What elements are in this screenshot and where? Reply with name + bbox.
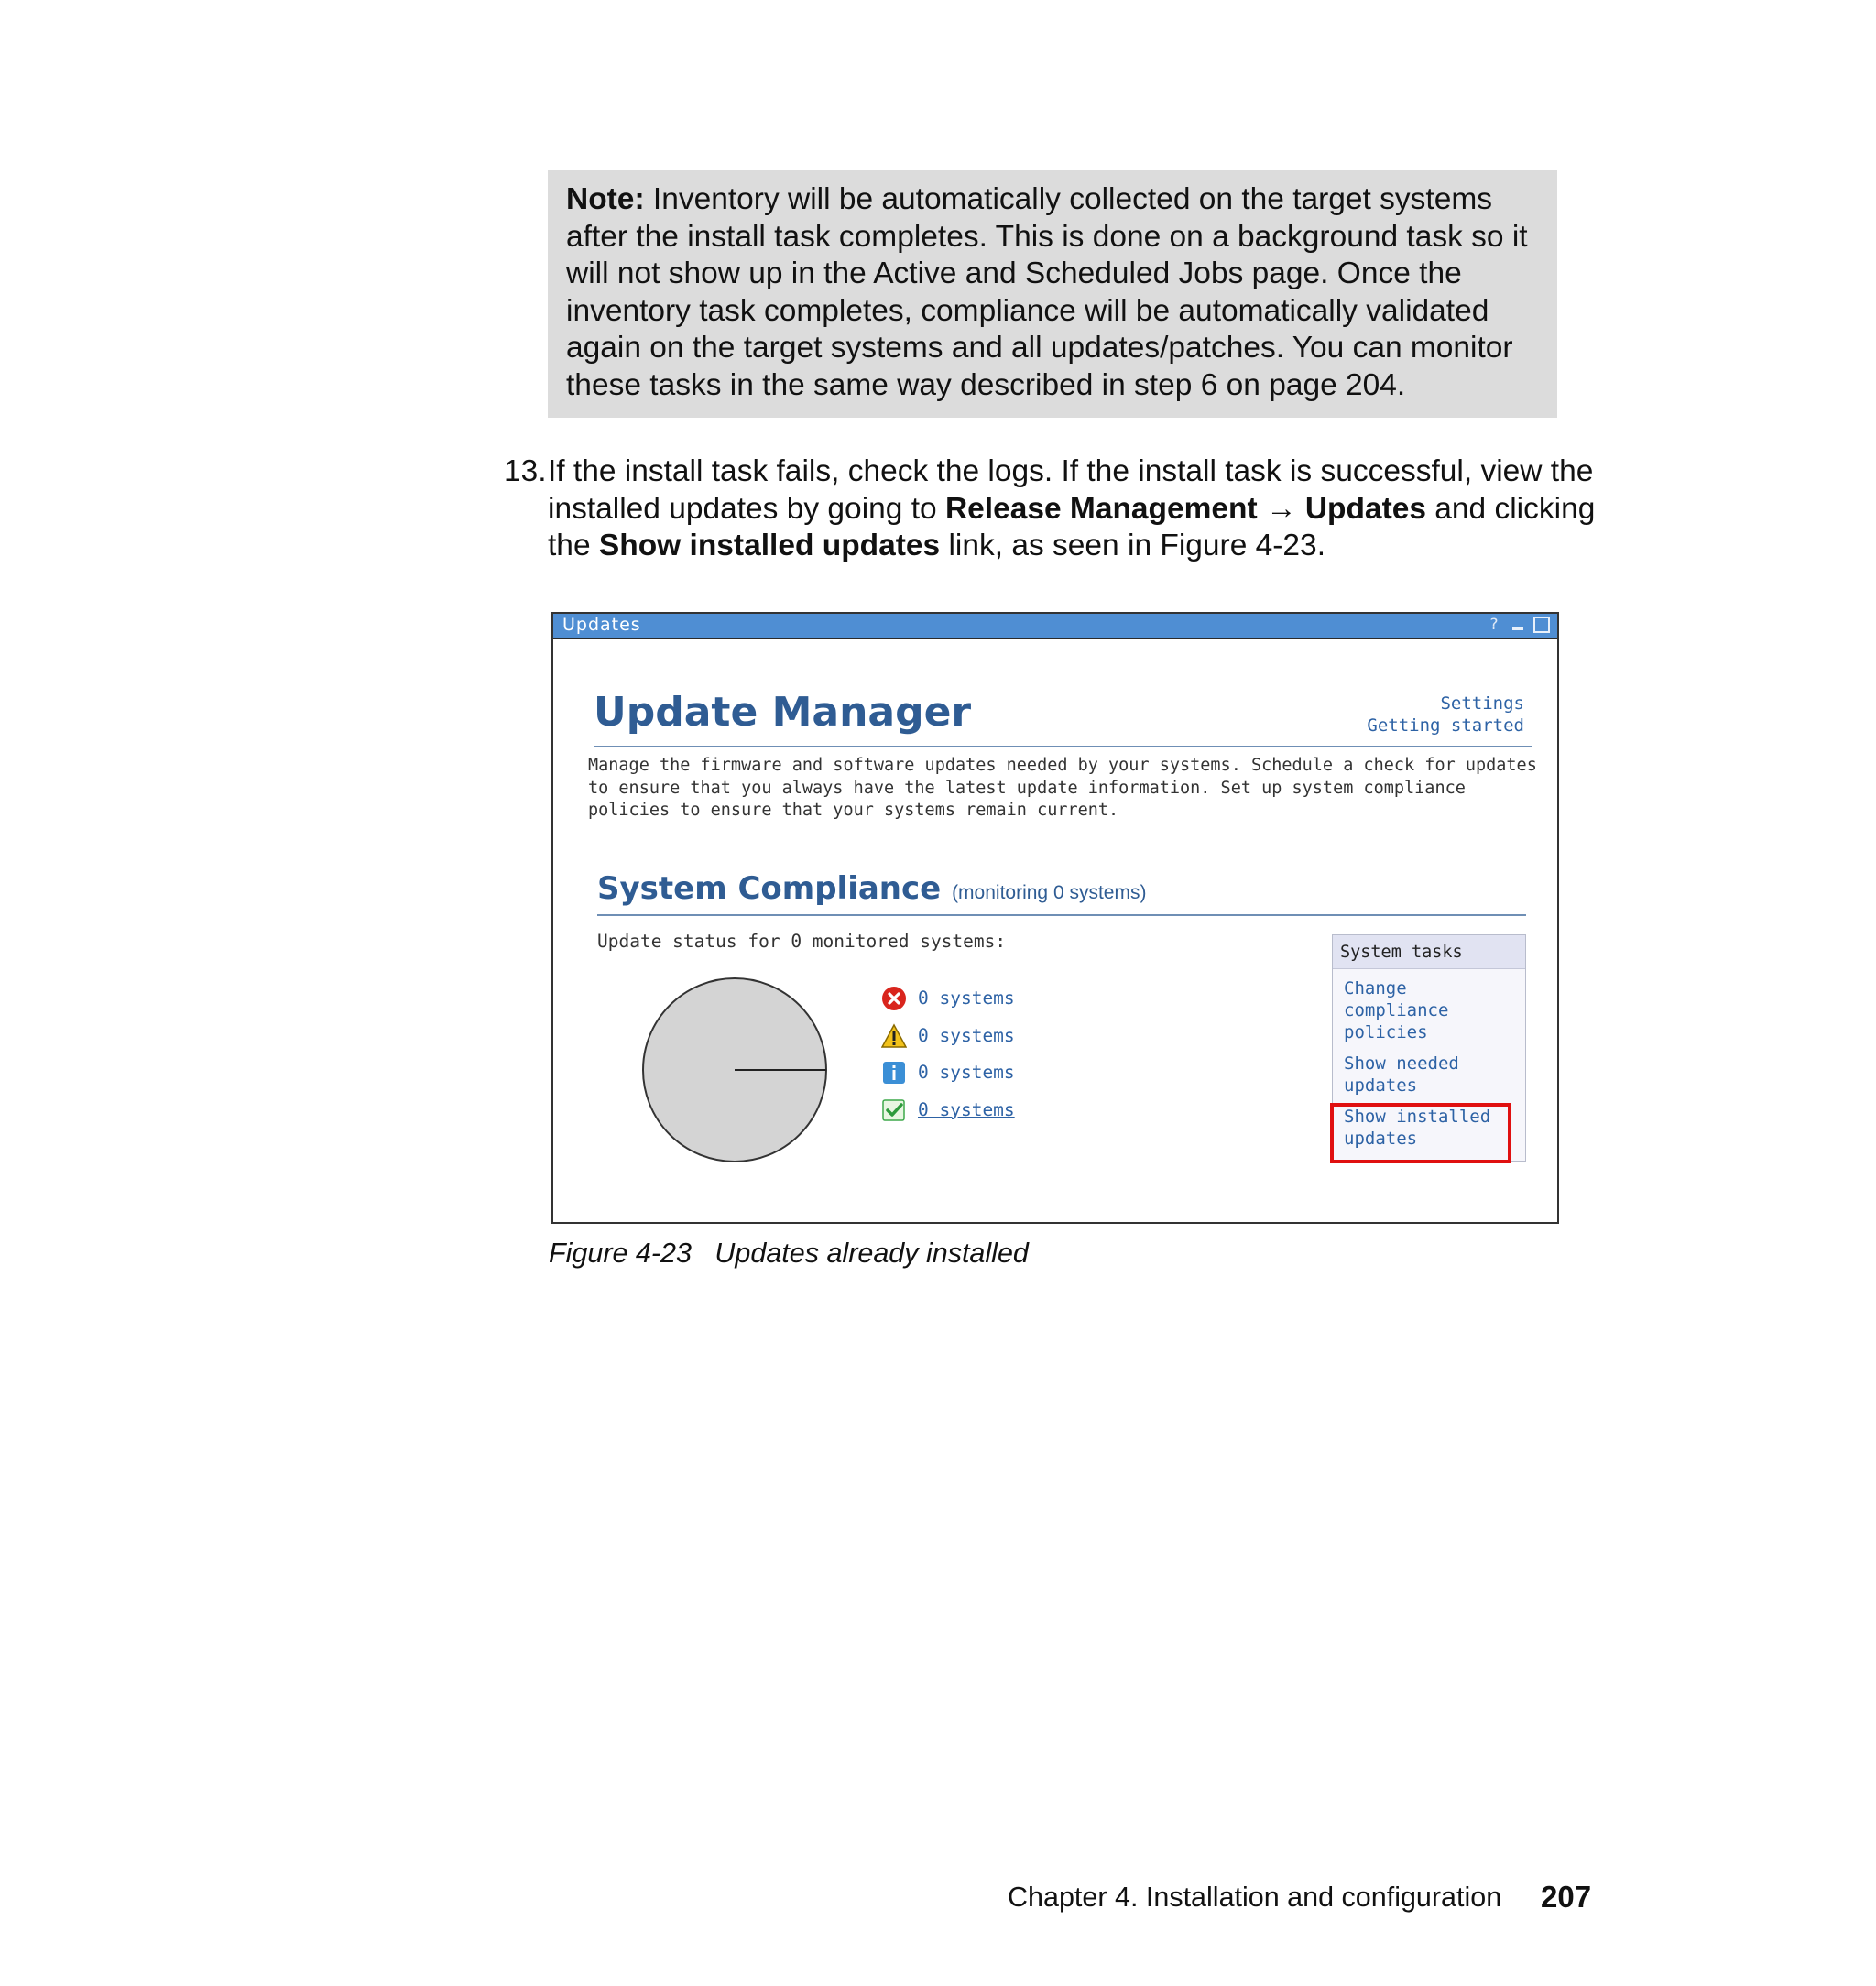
error-systems-link[interactable]: 0 systems xyxy=(918,988,1015,1009)
change-compliance-policies-link[interactable]: Change compliance policies xyxy=(1344,978,1449,1042)
page-number: 207 xyxy=(1541,1880,1592,1914)
getting-started-link[interactable]: Getting started xyxy=(1367,715,1524,736)
error-icon xyxy=(881,986,907,1011)
step-text-2: and clicking the xyxy=(548,491,1596,562)
heading-divider xyxy=(594,746,1532,747)
help-icon[interactable]: ? xyxy=(1489,616,1499,634)
step-arrow: → xyxy=(1257,491,1305,526)
step-bold-show-installed: Show installed updates xyxy=(598,529,941,562)
chapter-footer: Chapter 4. Installation and configuration xyxy=(1008,1882,1502,1913)
update-manager-heading: Update Manager xyxy=(594,689,972,736)
highlight-box xyxy=(1330,1103,1511,1163)
step-bold-release: Release Management xyxy=(944,491,1258,526)
step-bold-updates: Updates xyxy=(1304,491,1426,526)
step-text-1: If the install task fails, check the logs. If the install task is successful, view the installed updates by going to xyxy=(548,454,1594,526)
show-needed-updates-link[interactable]: Show needed updates xyxy=(1344,1053,1459,1096)
maximize-icon[interactable] xyxy=(1533,617,1550,633)
system-compliance-title: System Compliance xyxy=(597,870,942,907)
show-installed-updates-link[interactable]: Show installed updates xyxy=(1344,1107,1491,1149)
minimize-icon[interactable] xyxy=(1510,617,1526,633)
info-systems-link[interactable]: 0 systems xyxy=(918,1062,1015,1083)
system-tasks-header: System tasks xyxy=(1333,935,1525,969)
compliant-systems-link[interactable]: 0 systems xyxy=(918,1098,1015,1120)
note-label: Note: xyxy=(566,182,645,216)
warning-systems-link[interactable]: 0 systems xyxy=(918,1024,1015,1046)
window-titlebar xyxy=(553,614,1557,639)
settings-link[interactable]: Settings xyxy=(1440,693,1524,714)
note-box xyxy=(548,170,1557,418)
step-text xyxy=(548,453,1638,565)
system-compliance-heading xyxy=(597,870,1146,907)
step-text-3: link, as seen in Figure 4-23. xyxy=(940,529,1325,562)
header-links xyxy=(1367,693,1524,737)
figure-caption: Figure 4-23 Updates already installed xyxy=(549,1238,1029,1269)
step-number: 13. xyxy=(504,454,547,488)
window-title: Updates xyxy=(562,615,641,635)
compliance-divider xyxy=(597,914,1526,916)
update-status-label: Update status for 0 monitored systems: xyxy=(597,931,1007,952)
updates-window xyxy=(551,612,1559,1224)
check-icon xyxy=(881,1097,907,1123)
update-manager-description: Manage the firmware and software updates needed by your systems. Schedule a check for updates to ensure that you always have the latest update information. Set up system compliance policies to ensure that your systems remain current. xyxy=(588,756,1537,820)
warning-icon xyxy=(881,1023,907,1049)
status-pie-chart xyxy=(641,977,828,1163)
note-text: Inventory will be automatically collected on the target systems after the install task completes. This is done on a background task so it will not show up in the Active and Scheduled Jobs page. Once the inventory task completes, compliance will be automatically validated again on the target systems and all updates/patches. You can monitor these tasks in the same way described in step 6 on page 204. xyxy=(566,182,1528,402)
info-icon xyxy=(881,1060,907,1086)
monitoring-count: (monitoring 0 systems) xyxy=(952,882,1147,903)
